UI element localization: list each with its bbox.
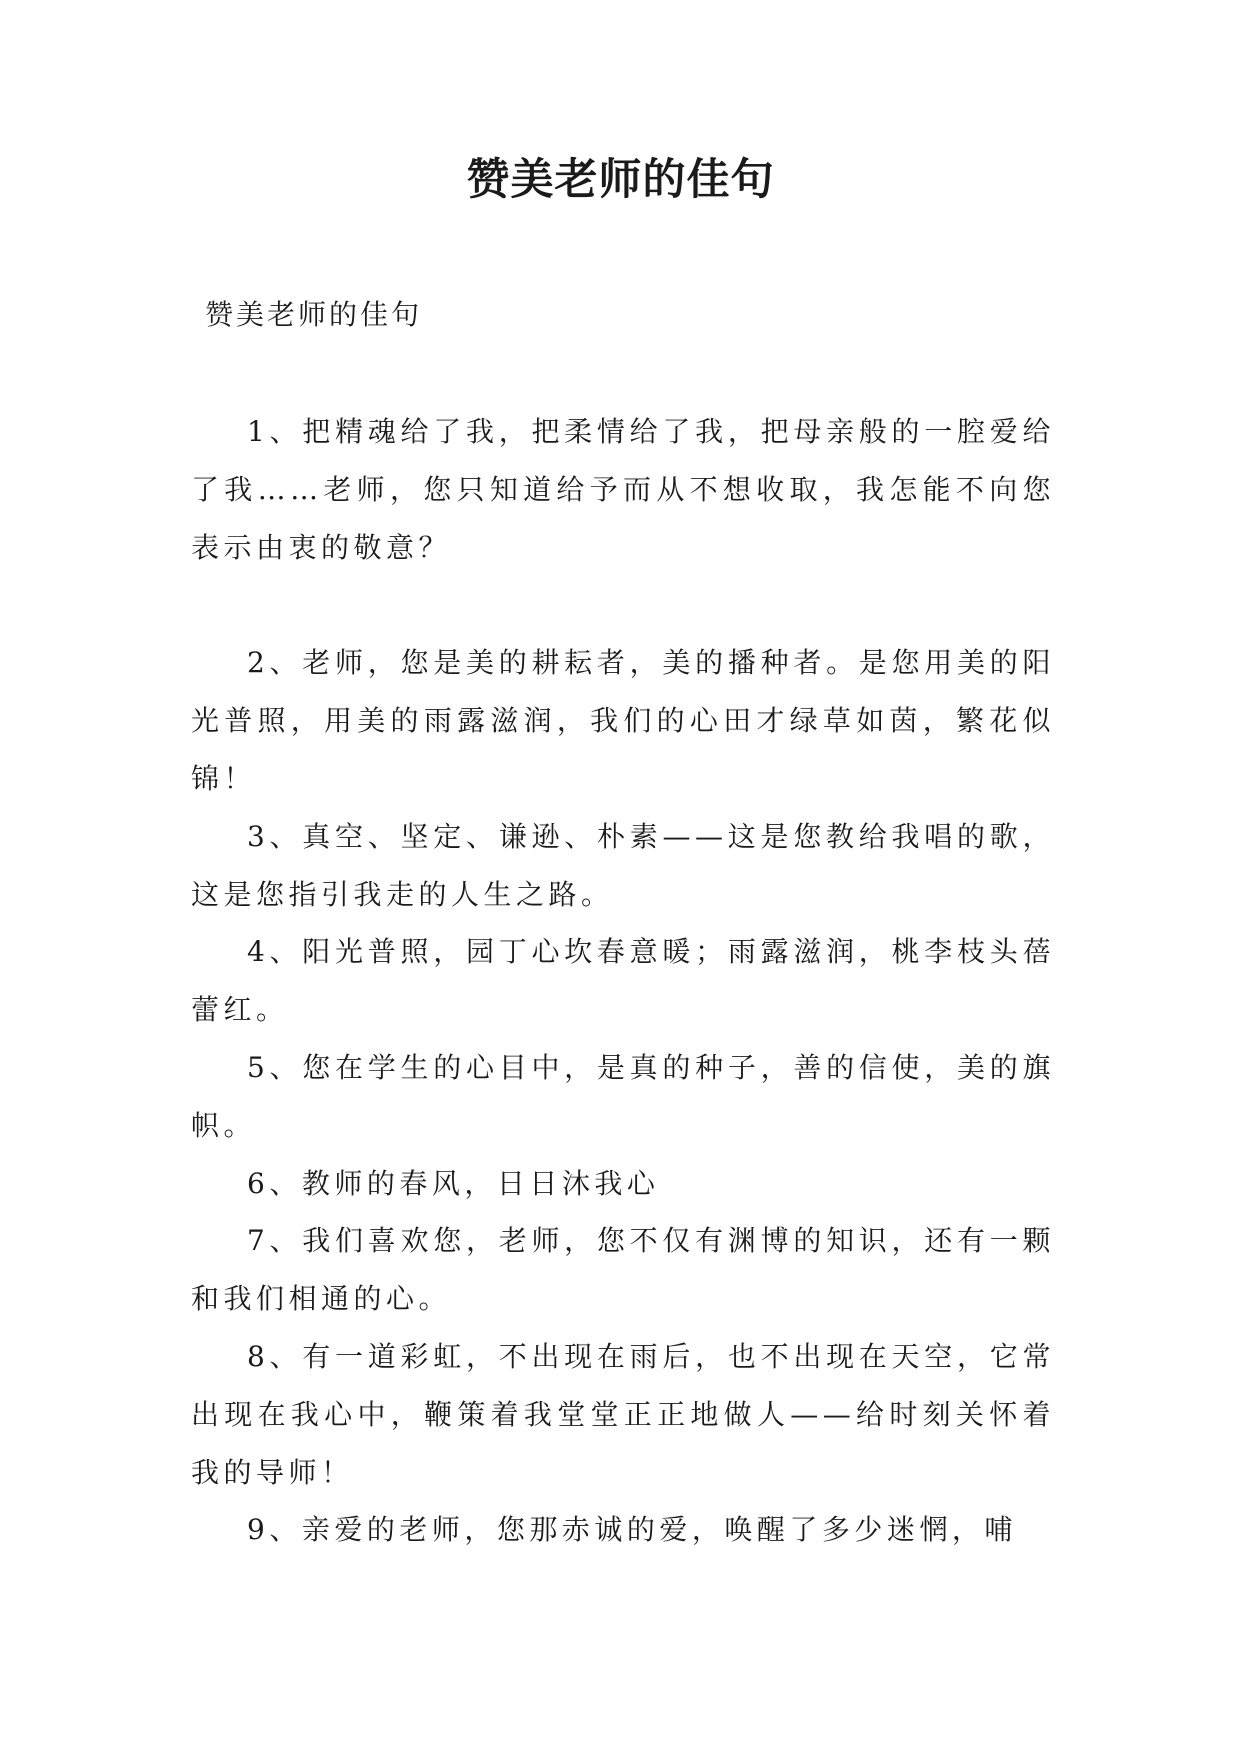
paragraph-5: 5、您在学生的心目中，是真的种子，善的信使，美的旗帜。 <box>191 1050 1055 1142</box>
paragraph-3: 3、真空、坚定、谦逊、朴素——这是您教给我唱的歌，这是您指引我走的人生之路。 <box>191 819 1055 911</box>
document-title: 赞美老师的佳句 <box>466 155 775 205</box>
paragraph-4: 4、阳光普照，园丁心坎春意暖；雨露滋润，桃李枝头蓓蕾红。 <box>191 935 1055 1027</box>
paragraph-8: 8、有一道彩虹，不出现在雨后，也不出现在天空，它常出现在我心中，鞭策着我堂堂正正地做人——给时刻关怀着我的导师！ <box>191 1339 1055 1489</box>
paragraph-1: 1、把精魂给了我，把柔情给了我，把母亲般的一腔爱给了我……老师，您只知道给予而从不想收取，我怎能不向您表示由衷的敬意？ <box>191 415 1055 564</box>
paragraph-2: 2、老师，您是美的耕耘者，美的播种者。是您用美的阳光普照，用美的雨露滋润，我们的心田才绿草如茵，繁花似锦！ <box>191 646 1055 795</box>
document-body <box>191 403 1055 1559</box>
paragraph-7: 7、我们喜欢您，老师，您不仅有渊博的知识，还有一颗和我们相通的心。 <box>191 1224 1055 1316</box>
paragraph-6: 6、教师的春风，日日沐我心 <box>247 1166 660 1200</box>
document-subtitle: 赞美老师的佳句 <box>205 298 423 331</box>
paragraph-9: 9、亲爱的老师，您那赤诚的爱，唤醒了多少迷惘，哺 <box>247 1513 1017 1547</box>
